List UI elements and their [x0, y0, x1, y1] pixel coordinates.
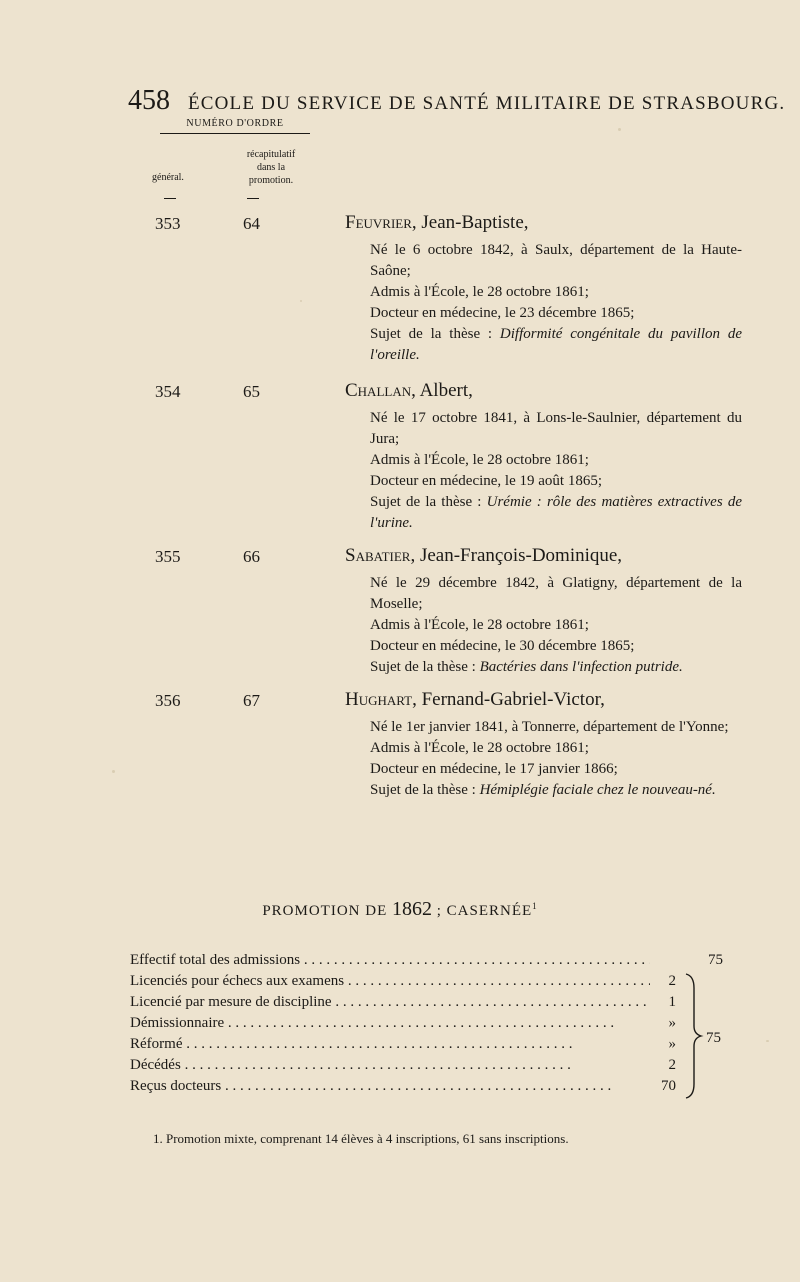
entry-body — [370, 573, 742, 678]
stats-row-value: 70 — [650, 1076, 676, 1097]
entry-number-general: 356 — [155, 691, 181, 710]
entry-doctor: Docteur en médecine, le 17 janvier 1866; — [370, 761, 618, 777]
entry-surname: Sabatier, — [345, 545, 416, 566]
paper-speck — [112, 770, 115, 773]
entry-number-recap: 66 — [243, 547, 260, 566]
paper-speck — [766, 1040, 769, 1042]
stats-row — [130, 1076, 770, 1097]
promotion-heading — [0, 898, 800, 921]
entry-number-recap: 67 — [243, 691, 260, 710]
column-heading-rule — [160, 133, 310, 134]
entry-surname: Challan, — [345, 380, 416, 401]
entry-doctor: Docteur en médecine, le 23 décembre 1865; — [370, 305, 635, 321]
stats-total-value: 75 — [708, 952, 723, 968]
stats-row-value: » — [650, 1034, 676, 1055]
stats-row-value: 1 — [650, 992, 676, 1013]
stats-row-value: 2 — [650, 1055, 676, 1076]
column-dash — [164, 198, 176, 199]
entry-name — [345, 545, 622, 567]
paper-speck — [618, 128, 621, 131]
entry-born: Né le 1er janvier 1841, à Tonnerre, département de l'Yonne; — [370, 719, 729, 735]
paper-speck — [300, 300, 302, 302]
entry-born: Né le 6 octobre 1842, à Saulx, département de la Haute-Saône; — [370, 242, 742, 279]
column-recap-line3: promotion. — [248, 175, 294, 186]
entry-thesis-title: Urémie : rôle des matières extractives de l'urine. — [370, 494, 742, 531]
stats-row — [130, 1034, 770, 1055]
entry-admitted: Admis à l'École, le 28 octobre 1861; — [370, 284, 589, 300]
entry-body — [370, 240, 742, 366]
stats-row-label: Décédés . . . — [130, 1055, 650, 1076]
entry-thesis-title: Hémiplégie faciale chez le nouveau-né. — [479, 782, 716, 798]
stats-row-label: Réformé . . . — [130, 1034, 650, 1055]
entry-thesis-title: Bactéries dans l'infection putride. — [479, 659, 683, 675]
entry-body — [370, 408, 742, 534]
entry-admitted: Admis à l'École, le 28 octobre 1861; — [370, 617, 589, 633]
entry-thesis-prefix: Sujet de la thèse : — [370, 494, 482, 510]
entry-number-recap: 65 — [243, 382, 260, 401]
entry-number-general: 354 — [155, 382, 181, 401]
entry-doctor: Docteur en médecine, le 30 décembre 1865; — [370, 638, 635, 654]
entry-given-names: Jean-François-Dominique, — [419, 545, 623, 566]
entry-doctor: Docteur en médecine, le 19 août 1865; — [370, 473, 603, 489]
stats-row — [130, 992, 770, 1013]
entry-admitted: Admis à l'École, le 28 octobre 1861; — [370, 740, 589, 756]
entry-name — [345, 380, 473, 402]
entry-name — [345, 689, 605, 711]
entry-number-general: 355 — [155, 547, 181, 566]
stats-row-label: Reçus docteurs . . . — [130, 1076, 650, 1097]
stats-row-value: » — [650, 1013, 676, 1034]
column-heading-label: NUMÉRO D'ORDRE — [186, 118, 284, 129]
column-dash — [247, 198, 259, 199]
entry-admitted: Admis à l'École, le 28 octobre 1861; — [370, 452, 589, 468]
promotion-stats — [130, 950, 770, 1097]
page-number: 458 — [128, 85, 170, 116]
entry-born: Né le 29 décembre 1842, à Glatigny, département de la Moselle; — [370, 575, 742, 612]
entry-thesis-prefix: Sujet de la thèse : — [370, 326, 493, 342]
running-title: ÉCOLE DU SERVICE DE SANTÉ MILITAIRE DE STRASBOURG. — [187, 93, 786, 114]
promotion-separator: ; — [436, 903, 442, 919]
entry-thesis-title: Difformité congénitale du pavillon de l'oreille. — [370, 326, 742, 363]
stats-total-label: Effectif total des admissions . . . — [130, 950, 650, 971]
entry-number-general: 353 — [155, 214, 181, 233]
right-brace — [684, 972, 704, 1100]
promotion-year: 1862 — [391, 898, 432, 920]
column-recap-line1: récapitulatif — [246, 149, 296, 160]
stats-row-label: Licencié par mesure de discipline . . . — [130, 992, 650, 1013]
stats-row — [130, 1013, 770, 1034]
footnote-mark: 1 — [532, 901, 538, 911]
entry-thesis — [370, 324, 742, 366]
entry-given-names: Albert, — [419, 380, 473, 401]
promotion-label: PROMOTION DE — [262, 903, 388, 919]
entry-thesis — [370, 492, 742, 534]
entry-born: Né le 17 octobre 1841, à Lons-le-Saulnier, département du Jura; — [370, 410, 742, 447]
column-recap-label — [232, 148, 310, 187]
stats-row — [130, 971, 770, 992]
entry-surname: Feuvrier, — [345, 212, 417, 233]
entry-thesis-prefix: Sujet de la thèse : — [370, 782, 476, 798]
page-header — [128, 85, 786, 117]
entry-name — [345, 212, 529, 234]
entry-thesis — [370, 657, 742, 678]
column-general-label: général. — [152, 172, 184, 183]
entry-thesis — [370, 780, 742, 801]
stats-row-label: Démissionnaire . . . — [130, 1013, 650, 1034]
entry-given-names: Jean-Baptiste, — [421, 212, 529, 233]
entry-thesis-prefix: Sujet de la thèse : — [370, 659, 476, 675]
footnote: 1. Promotion mixte, comprenant 14 élèves à 4 inscriptions, 61 sans inscriptions. — [153, 1131, 569, 1146]
stats-brace-total: 75 — [706, 1030, 721, 1046]
stats-row — [130, 1055, 770, 1076]
stats-row-label: Licenciés pour échecs aux examens . . . — [130, 971, 650, 992]
stats-row-value: 2 — [650, 971, 676, 992]
promotion-name: CASERNÉE — [446, 903, 533, 919]
stats-total-row — [130, 950, 770, 971]
column-recap-line2: dans la — [256, 162, 286, 173]
entry-surname: Hughart, — [345, 689, 417, 710]
entry-body — [370, 717, 742, 801]
entry-number-recap: 64 — [243, 214, 260, 233]
column-heading — [150, 118, 320, 134]
entry-given-names: Fernand-Gabriel-Victor, — [421, 689, 605, 710]
